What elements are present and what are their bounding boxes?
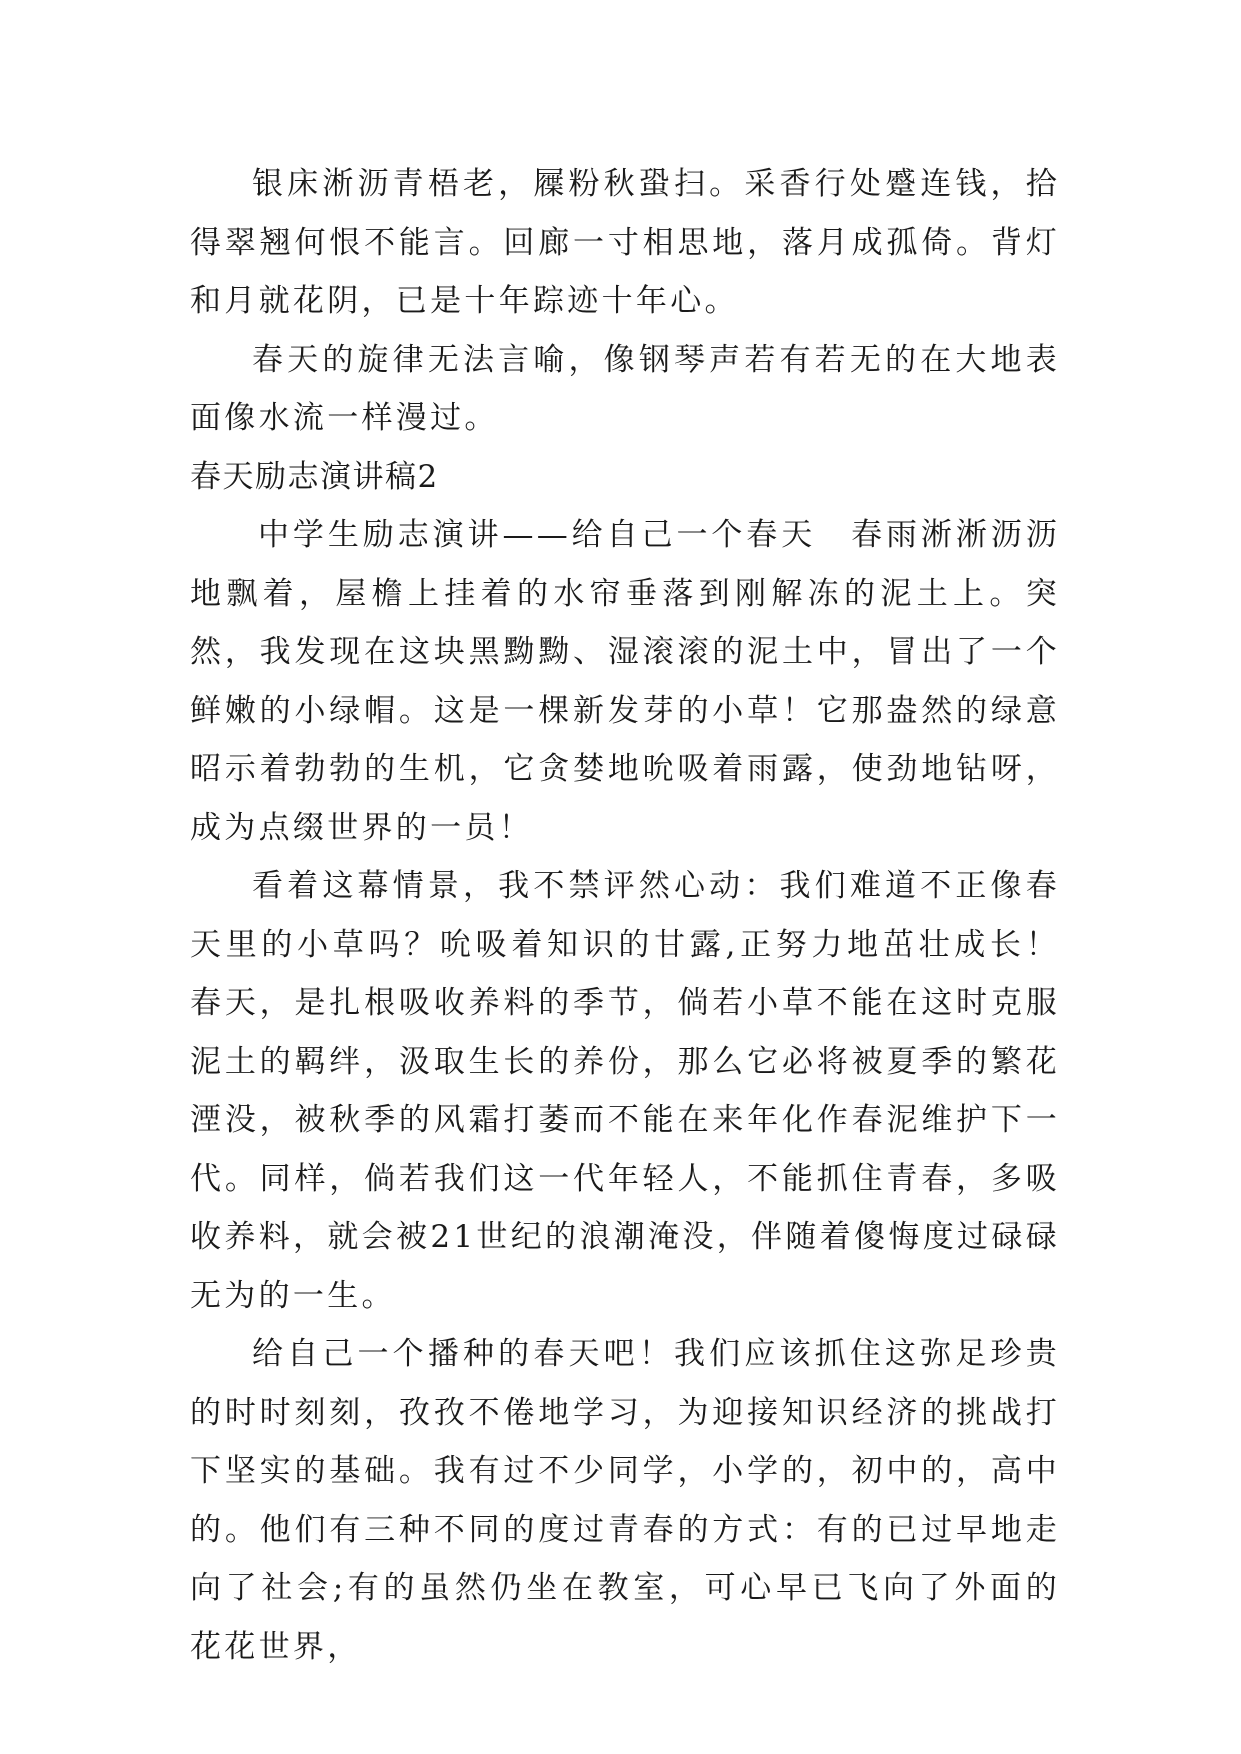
- document-body: [190, 155, 1060, 1676]
- section-heading: 春天励志演讲稿2: [190, 458, 439, 495]
- paragraph-speech-intro: 中学生励志演讲——给自己一个春天 春雨淅淅沥沥地飘着，屋檐上挂着的水帘垂落到刚解冻的泥土上。突然，我发现在这块黑黝黝、湿滚滚的泥土中，冒出了一个鲜嫩的小绿帽。这是一棵新发芽的小草！它那盎然的绿意昭示着勃勃的生机，它贪婪地吮吸着雨露，使劲地钻呀，成为点缀世界的一员！: [190, 517, 1060, 846]
- paragraph-spring-melody: 春天的旋律无法言喻，像钢琴声若有若无的在大地表面像水流一样漫过。: [190, 341, 1060, 436]
- paragraph-call-to-action: 给自己一个播种的春天吧！我们应该抓住这弥足珍贵的时时刻刻，孜孜不倦地学习，为迎接知识经济的挑战打下坚实的基础。我有过不少同学，小学的，初中的，高中的。他们有三种不同的度过青春的方式：有的已过早地走向了社会;有的虽然仍坐在教室，可心早已飞向了外面的花花世界，: [190, 1336, 1060, 1665]
- paragraph-poem: 银床淅沥青梧老，屧粉秋蛩扫。采香行处蹙连钱，拾得翠翘何恨不能言。回廊一寸相思地，落月成孤倚。背灯和月就花阴，已是十年踪迹十年心。: [190, 166, 1060, 319]
- paragraph-reflection: 看着这幕情景，我不禁评然心动：我们难道不正像春天里的小草吗？吮吸着知识的甘露,正努力地茁壮成长！春天，是扎根吸收养料的季节，倘若小草不能在这时克服泥土的羁绊，汲取生长的养份，那么它必将被夏季的繁花湮没，被秋季的风霜打萎而不能在来年化作春泥维护下一代。同样，倘若我们这一代年轻人，不能抓住青春，多吸收养料，就会被21世纪的浪潮淹没，伴随着傻悔度过碌碌无为的一生。: [190, 868, 1060, 1314]
